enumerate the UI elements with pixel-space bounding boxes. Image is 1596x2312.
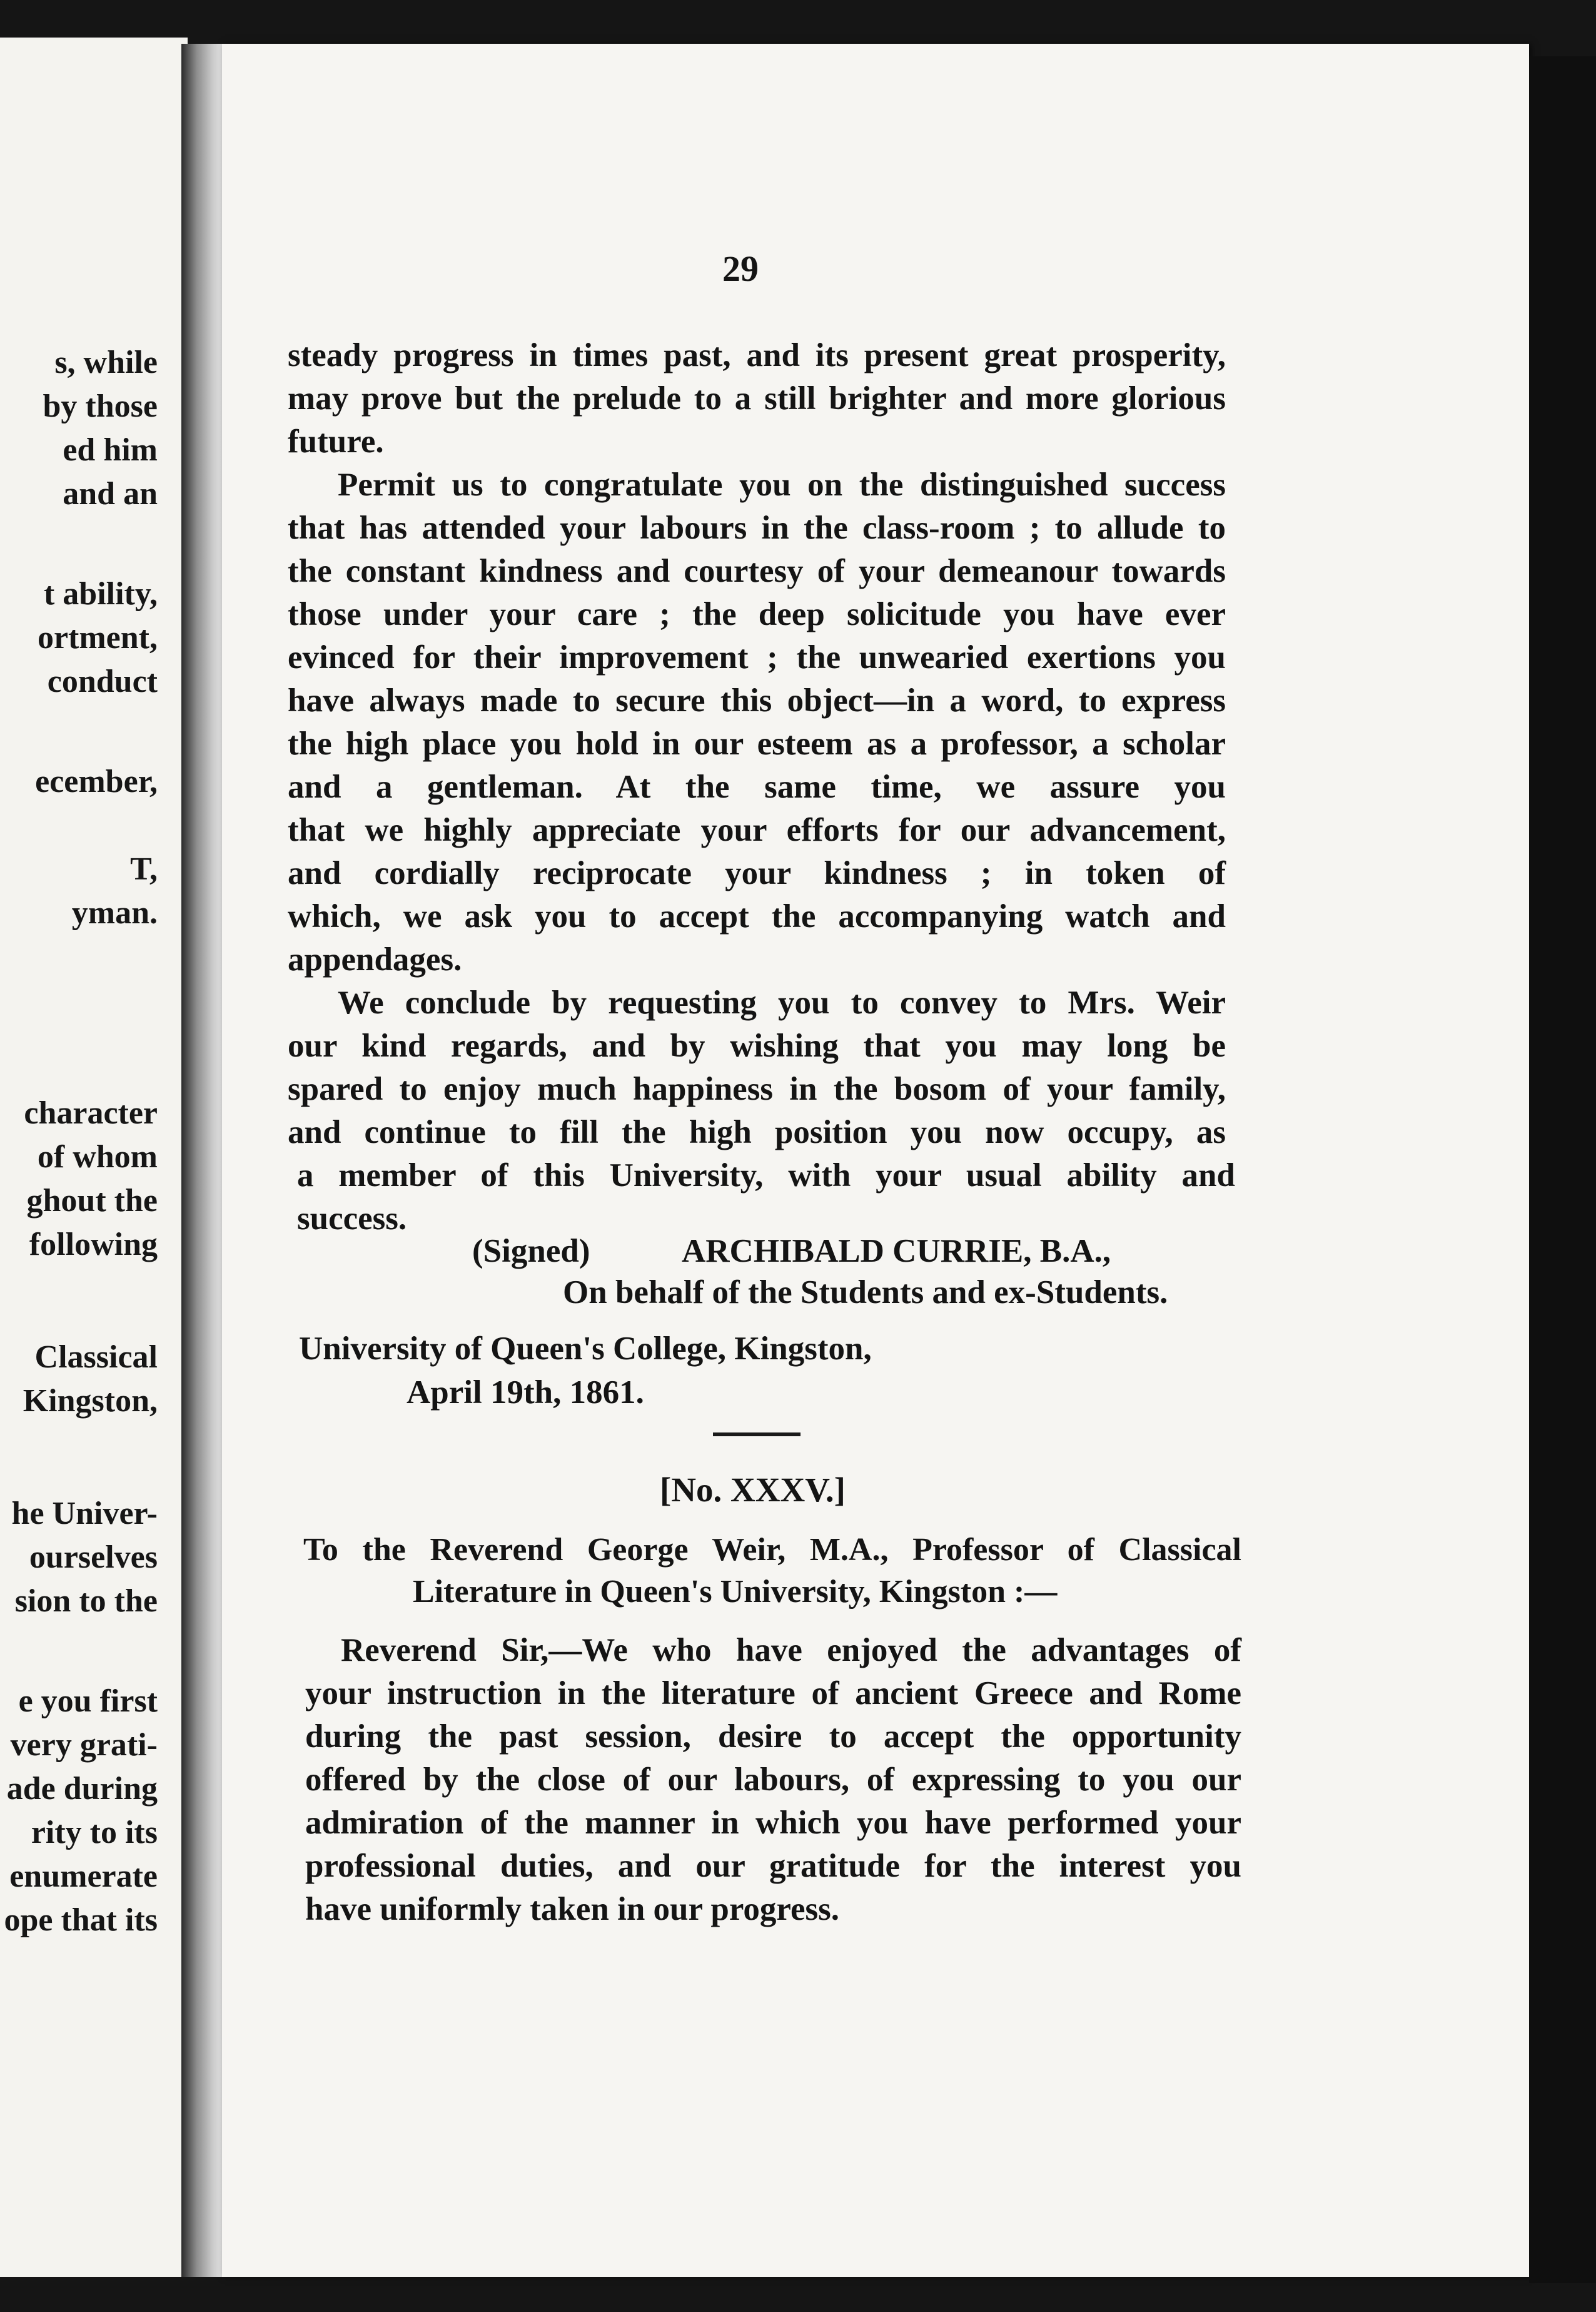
body-line: the high place you hold in our esteem as a professor, a scholar bbox=[288, 726, 1226, 762]
date-line: April 19th, 1861. bbox=[407, 1374, 644, 1411]
left-line: enumerate bbox=[9, 1858, 158, 1894]
body-line: appendages. bbox=[288, 941, 462, 978]
body-line: that we highly appreciate your efforts for our advancement, bbox=[288, 812, 1226, 848]
body-line: spared to enjoy much happiness in the bosom of your family, bbox=[288, 1071, 1226, 1107]
left-line: ope that its bbox=[4, 1902, 158, 1938]
body-line: future. bbox=[288, 423, 384, 460]
left-line: yman. bbox=[71, 895, 158, 931]
left-line: T, bbox=[130, 851, 158, 887]
body-line: have always made to secure this object—in a word, to express bbox=[288, 682, 1226, 719]
address-line: Literature in Queen's University, Kingston :— bbox=[413, 1574, 1058, 1610]
signer-name: ARCHIBALD CURRIE, B.A., bbox=[682, 1233, 1111, 1269]
left-line: ourselves bbox=[29, 1539, 158, 1575]
left-line: and an bbox=[63, 476, 158, 512]
signed-label: (Signed) bbox=[472, 1233, 590, 1269]
page-number: 29 bbox=[722, 248, 759, 289]
body-line: and a gentleman. At the same time, we assure you bbox=[288, 769, 1226, 805]
body-line: admiration of the manner in which you have performed your bbox=[305, 1805, 1241, 1841]
left-line: Classical bbox=[34, 1339, 158, 1375]
left-line: e you first bbox=[18, 1683, 158, 1719]
body-line: the constant kindness and courtesy of your demeanour towards bbox=[288, 553, 1226, 589]
left-line: ed him bbox=[63, 432, 158, 468]
body-line: a member of this University, with your usual ability and bbox=[297, 1157, 1235, 1194]
body-line: success. bbox=[297, 1200, 407, 1237]
body-line: and cordially reciprocate your kindness ; in token of bbox=[288, 855, 1226, 891]
body-line: professional duties, and our gratitude for the interest you bbox=[305, 1848, 1241, 1884]
body-line: offered by the close of our labours, of expressing to you our bbox=[305, 1762, 1241, 1798]
book-gutter bbox=[181, 44, 225, 2277]
left-line: s, while bbox=[54, 345, 158, 380]
body-line: those under your care ; the deep solicitude you have ever bbox=[288, 596, 1226, 632]
body-line: that has attended your labours in the class-room ; to allude to bbox=[288, 510, 1226, 546]
place-line: University of Queen's College, Kingston, bbox=[299, 1331, 872, 1367]
body-line: may prove but the prelude to a still brighter and more glorious bbox=[288, 380, 1226, 417]
left-line: t ability, bbox=[43, 576, 158, 612]
left-line: he Univer- bbox=[11, 1496, 158, 1531]
left-page bbox=[0, 38, 188, 2277]
body-line: steady progress in times past, and its present great prosperity, bbox=[288, 337, 1226, 373]
body-line: and continue to fill the high position you now occupy, as bbox=[288, 1114, 1226, 1150]
body-line: our kind regards, and by wishing that you may long be bbox=[288, 1028, 1226, 1064]
paragraph-start-line: Reverend Sir,—We who have enjoyed the advantages of bbox=[341, 1632, 1241, 1668]
left-line: character bbox=[24, 1095, 158, 1131]
body-line: which, we ask you to accept the accompanying watch and bbox=[288, 898, 1226, 935]
left-line: conduct bbox=[47, 664, 158, 699]
left-line: ade during bbox=[6, 1771, 158, 1807]
left-line: rity to its bbox=[31, 1815, 158, 1850]
on-behalf-line: On behalf of the Students and ex-Students. bbox=[563, 1274, 1168, 1311]
paragraph-start-line: Permit us to congratulate you on the distinguished success bbox=[338, 467, 1226, 503]
page-edge-shadow bbox=[1529, 56, 1596, 2283]
left-line: of whom bbox=[37, 1139, 158, 1175]
paragraph-start-line: We conclude by requesting you to convey to Mrs. Weir bbox=[338, 985, 1226, 1021]
left-line: ortment, bbox=[37, 620, 158, 656]
left-line: very grati- bbox=[10, 1727, 158, 1763]
section-divider bbox=[713, 1432, 801, 1436]
body-line: during the past session, desire to accept the opportunity bbox=[305, 1718, 1241, 1755]
left-line: ghout the bbox=[26, 1183, 158, 1219]
left-line: Kingston, bbox=[23, 1383, 158, 1419]
left-line: ecember, bbox=[35, 764, 158, 799]
body-line: your instruction in the literature of ancient Greece and Rome bbox=[305, 1675, 1241, 1711]
address-line: To the Reverend George Weir, M.A., Professor of Classical bbox=[303, 1532, 1241, 1568]
document-number: [No. XXXV.] bbox=[660, 1471, 846, 1509]
body-line: have uniformly taken in our progress. bbox=[305, 1891, 839, 1927]
left-line: by those bbox=[43, 388, 158, 424]
body-line: evinced for their improvement ; the unwearied exertions you bbox=[288, 639, 1226, 676]
left-line: sion to the bbox=[14, 1583, 158, 1619]
left-line: following bbox=[29, 1227, 158, 1262]
